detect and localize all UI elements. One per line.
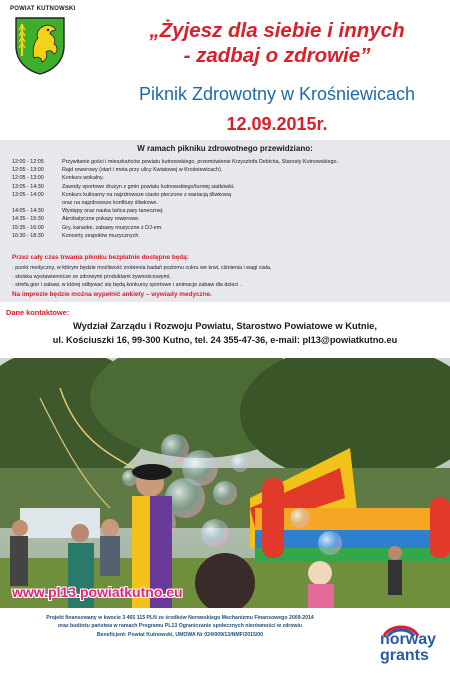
poster-header — [0, 0, 450, 140]
schedule-activity: Konkurs wokalny. — [62, 175, 104, 182]
schedule-activity: Rajd rowerowy (start i meta przy ulicy Kwiatowej w Krośniewicach). — [62, 167, 223, 174]
schedule-time: 15:35 - 16:00 — [12, 224, 44, 231]
free-service-item: · strefa gier i zabaw, w której odbywać się będą konkursy sportowe i animacje zabaw dla dzieci . — [12, 282, 242, 289]
schedule-activity: Występy oraz nauka tańca pary tanecznej. — [62, 208, 164, 215]
event-date: 12.09.2015r. — [226, 114, 328, 134]
schedule-row — [12, 215, 444, 223]
headline — [112, 18, 442, 68]
contact-label: Dane kontaktowe: — [6, 308, 70, 317]
website-link[interactable]: www.pl13.powiatkutno.eu — [12, 584, 183, 600]
schedule-row — [12, 232, 444, 240]
program-section — [0, 140, 450, 302]
schedule-row — [12, 183, 444, 191]
event-subtitle: Piknik Zdrowotny w Krośniewicach — [138, 84, 416, 104]
schedule-time: 12:05 - 13:00 — [12, 167, 44, 174]
schedule-activity: Konkurs kulinarny na najzdrowsze ciasto pieczone z wariacją śliwkową — [62, 191, 231, 198]
event-photo — [0, 358, 450, 608]
schedule-time: 12:00 - 12:05 — [12, 159, 44, 165]
schedule-row — [12, 174, 444, 182]
schedule-time: 13:05 - 14:30 — [12, 183, 44, 190]
county-coat-of-arms-icon — [14, 16, 66, 76]
contact-section — [0, 302, 450, 358]
funding-info — [0, 614, 360, 639]
picnic-photo-illustration — [0, 358, 450, 608]
schedule-activity: Zawody sportowe drużyn z gmin powiatu kutnowskiego/turniej siatkówki. — [62, 183, 235, 190]
schedule-time: 16:30 - 18:30 — [12, 232, 44, 239]
schedule-time: 13:05 - 14:00 — [12, 191, 44, 198]
schedule-activity: Gry, karaoke, zabawy muzyczne z DJ-em. — [62, 224, 163, 231]
schedule-row — [12, 224, 444, 232]
schedule-time: 14:35 - 15:30 — [12, 216, 44, 223]
schedule-activity: oraz na najzdrowsze konfitury śliwkowe. — [62, 200, 158, 207]
schedule-row — [12, 199, 444, 207]
schedule-row — [12, 158, 444, 166]
funding-line: oraz budżetu państwa w ramach Programu PL13 Ograniczanie społecznych nierówności w zdrowiu — [57, 623, 303, 630]
headline-line-1: „Żyjesz dla siebie i innych — [149, 19, 405, 42]
funding-line: Beneficjent: Powiat Kutnowski, UMOWA Nr 024/009/13/NMF/2015/00 — [96, 631, 264, 638]
schedule-list — [12, 158, 444, 240]
schedule-activity: Akrobatyczne pokazy rowerowe. — [62, 216, 140, 223]
schedule-activity: Koncerty zespołów muzycznych. — [62, 232, 140, 239]
survey-note: Na imprezie będzie można wypełnić ankiety – wywiady medyczne. — [12, 291, 212, 298]
schedule-row — [12, 166, 444, 174]
schedule-row — [12, 207, 444, 215]
logo-word-grants: grants — [380, 647, 429, 664]
program-title: W ramach pikniku zdrowotnego przewidziano: — [137, 144, 313, 153]
schedule-row — [12, 191, 444, 199]
headline-line-2: - zadbaj o zdrowie” — [183, 44, 371, 67]
funding-footer — [0, 608, 450, 684]
free-service-item: · stoiska wystawiennicze ze zdrowymi produktami żywnościowymi, — [12, 273, 171, 280]
schedule-time — [12, 199, 62, 207]
schedule-time: 12:05 - 13:00 — [12, 175, 44, 182]
logo-word-norway: norway — [380, 631, 437, 648]
free-services-title: Przez cały czas trwania pikniku bezpłatnie dostępne będą: — [12, 254, 189, 261]
funding-line: Projekt finansowany w kwocie 3 465 115 PLN ze środków Norweskiego Mechanizmu Finansowego 2009-2014 — [46, 615, 314, 621]
free-service-item: · punkt medyczny, w którym będzie możliwość zrobienia badań poziomu cukru we krwi, ciśnienia i wagi ciała, — [12, 265, 272, 271]
schedule-activity: Przywitanie gości i mieszkańców powiatu kutnowskiego, przemówienie Krzysztofa Debicha, Starosty Kutnowskiego. — [62, 159, 338, 165]
schedule-time: 14:05 - 14:30 — [12, 208, 44, 215]
free-services-list — [12, 264, 444, 290]
contact-department: Wydział Zarządu i Rozwoju Powiatu, Starostwo Powiatowe w Kutnie, — [72, 320, 378, 331]
county-label: POWIAT KUTNOWSKI — [10, 6, 76, 12]
contact-address: ul. Kościuszki 16, 99-300 Kutno, tel. 24 355-47-36, e-mail: pl13@powiatkutno.eu — [52, 335, 398, 345]
